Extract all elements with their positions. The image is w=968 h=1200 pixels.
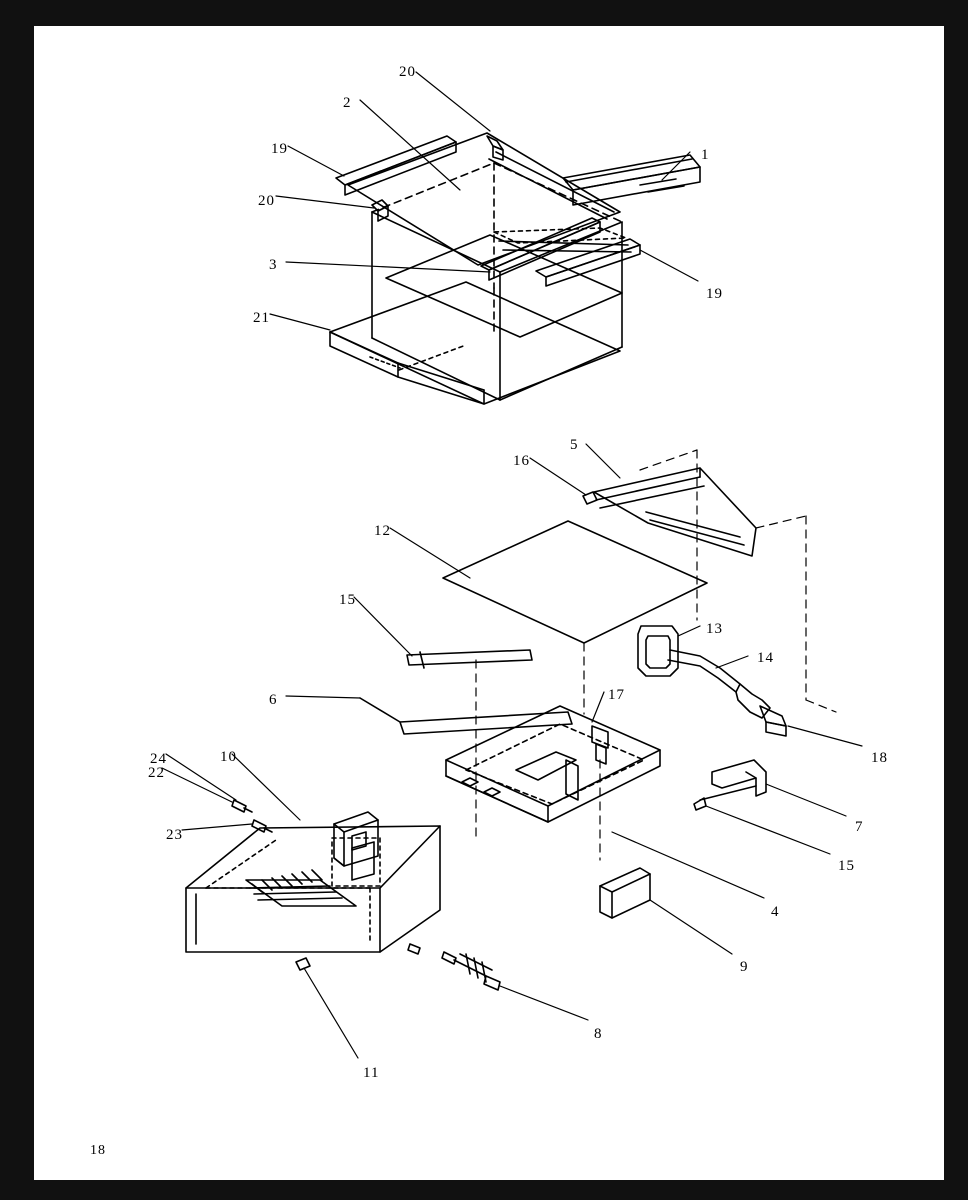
callout-number: 3	[269, 257, 278, 273]
part-15-support-bar-upper	[407, 650, 532, 668]
callout-number: 17	[608, 687, 625, 703]
callout-number: 1	[701, 147, 710, 163]
cabinet-frame-top-hidden	[372, 163, 622, 336]
callout-number: 23	[166, 827, 183, 843]
callout-number: 24	[150, 751, 167, 767]
callout-number: 21	[253, 310, 270, 326]
leader-lines-top	[270, 72, 698, 330]
part-22-screw	[232, 800, 252, 812]
page-number: 18	[90, 1143, 106, 1158]
callout-number: 10	[220, 749, 237, 765]
callout-number: 19	[271, 141, 288, 157]
callout-number: 19	[706, 286, 723, 302]
part-19-trim-bar-upper	[336, 136, 456, 195]
callout-number: 22	[148, 765, 165, 781]
callout-number: 6	[269, 692, 278, 708]
part-12-shelf-glass	[443, 521, 707, 643]
callout-number: 16	[513, 453, 530, 469]
cabinet-frame-top	[372, 212, 622, 400]
part-8-screws	[408, 944, 500, 990]
part-23-screw	[252, 820, 272, 832]
callout-number: 15	[339, 592, 356, 608]
callout-number: 13	[706, 621, 723, 637]
callout-number: 5	[570, 437, 579, 453]
part-24-humidity-control	[334, 812, 378, 866]
callout-number: 20	[258, 193, 275, 209]
callout-number: 18	[871, 750, 888, 766]
callout-number: 8	[594, 1026, 603, 1042]
part-21-pan	[330, 282, 620, 404]
part-15-support-bar-lower	[694, 786, 756, 810]
callout-number: 4	[771, 904, 780, 920]
leader-lines-bottom	[162, 444, 862, 1058]
callout-number: 20	[399, 64, 416, 80]
part-11-drawer-front	[296, 958, 310, 970]
callout-number: 12	[374, 523, 391, 539]
part-2-shelf-glass	[348, 133, 620, 265]
callout-number: 14	[757, 650, 774, 666]
part-9-bracket	[600, 868, 650, 918]
callout-number: 2	[343, 95, 352, 111]
callout-number: 9	[740, 959, 749, 975]
callout-number: 15	[838, 858, 855, 874]
callout-number: 7	[855, 819, 864, 835]
part-10-crisper-drawer	[186, 826, 440, 952]
part-17-crisper-frame	[446, 706, 660, 822]
callout-number: 11	[363, 1065, 380, 1081]
